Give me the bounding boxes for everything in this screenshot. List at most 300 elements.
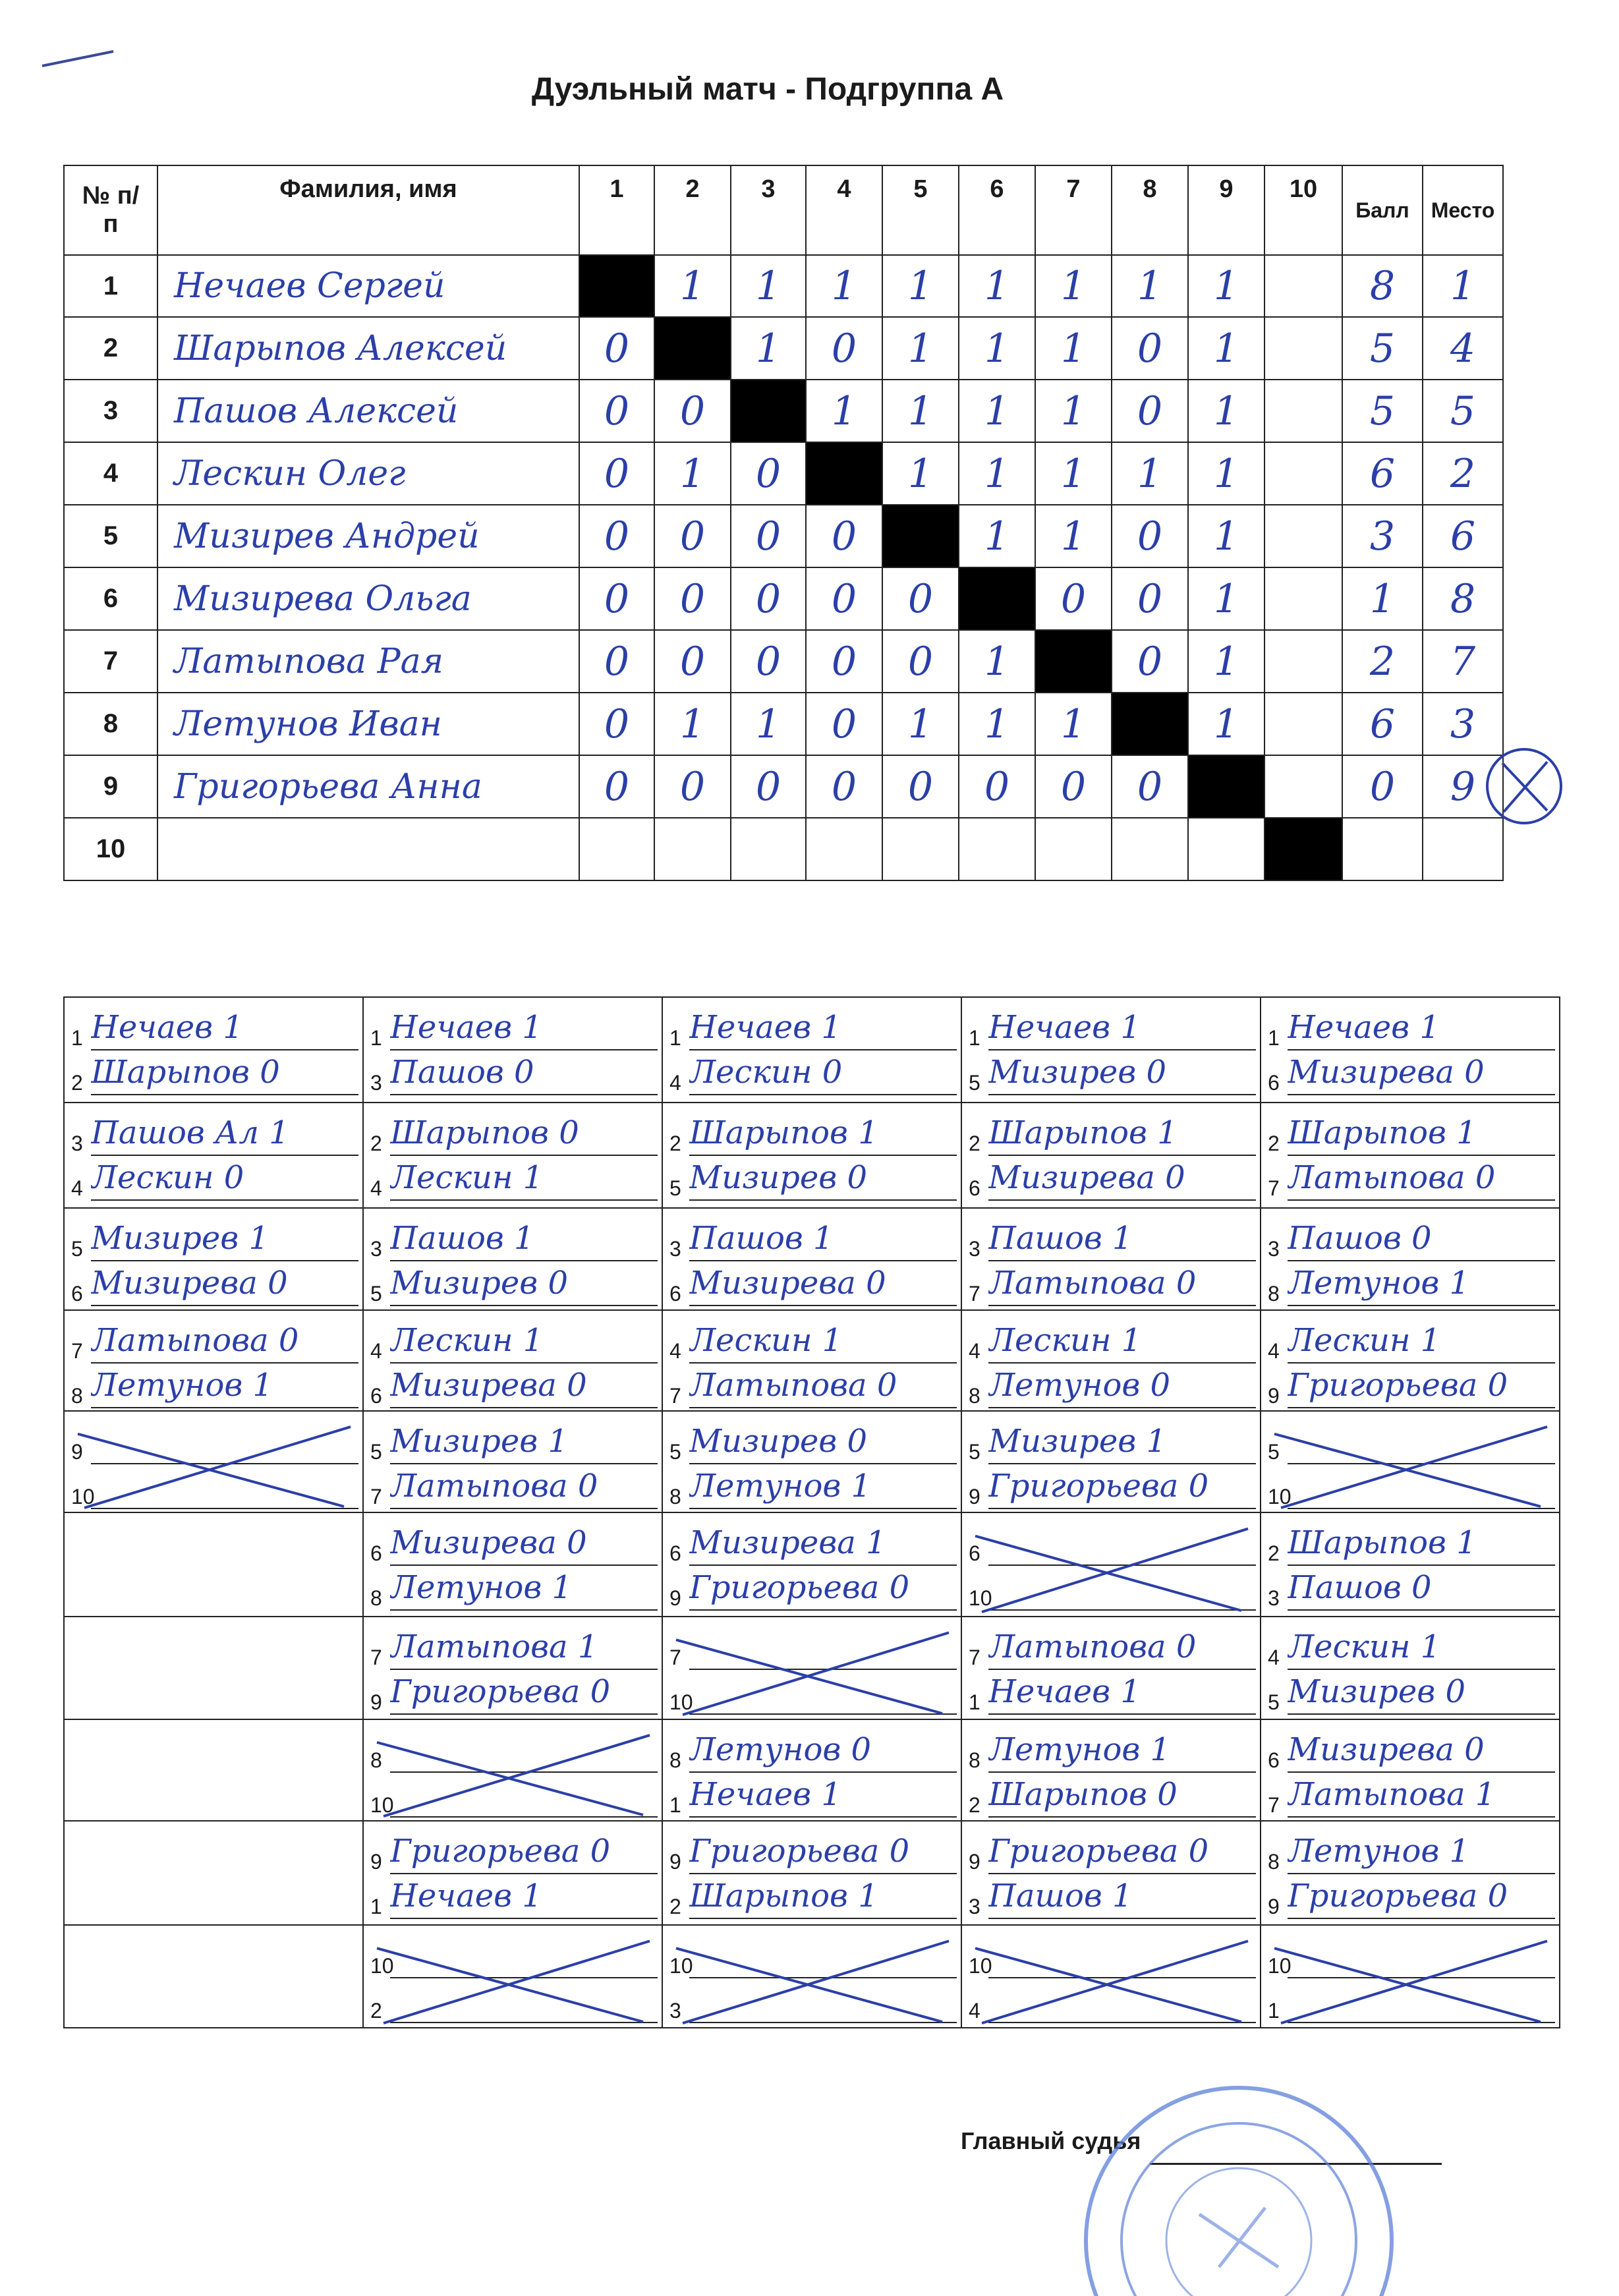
bout-result-cell: 0 xyxy=(1035,567,1112,631)
fencer-result-entry: Мизирев 1 xyxy=(988,1420,1256,1464)
fencer-result-entry: Летунов 0 xyxy=(988,1363,1256,1408)
bout-fencer-line xyxy=(669,1828,957,1874)
bout-cell xyxy=(961,1719,1261,1822)
bout-fencer-line xyxy=(669,1624,957,1670)
fencer-result-entry: Латыпова 1 xyxy=(1288,1773,1555,1818)
bout-fencer-line xyxy=(669,1004,957,1050)
fencer-result-entry: Летунов 1 xyxy=(91,1363,358,1408)
bout-result-cell: 0 xyxy=(654,567,731,631)
bout-result-cell: 1 xyxy=(958,254,1036,318)
header-col-8: 8 xyxy=(1111,165,1189,256)
row-number: 6 xyxy=(63,567,158,631)
place-cell: 9 xyxy=(1422,755,1504,818)
bout-fencer-line xyxy=(1268,1977,1555,2023)
bout-cell xyxy=(362,996,663,1103)
fencer-number: 2 xyxy=(669,1132,681,1155)
participant-name: Нечаев Сергей xyxy=(157,254,580,318)
fencer-number: 8 xyxy=(969,1384,980,1408)
fencer-number: 6 xyxy=(1268,1748,1280,1772)
bout-cell xyxy=(362,1102,663,1209)
row-number: 10 xyxy=(63,817,158,881)
fencer-result-entry: Григорьева 0 xyxy=(1288,1363,1555,1408)
fencer-number: 3 xyxy=(669,1237,681,1261)
bout-fencer-line xyxy=(370,1260,658,1306)
fencer-result-entry: Григорьева 0 xyxy=(988,1464,1256,1509)
fencer-result-entry: Мизирев 1 xyxy=(91,1217,358,1261)
fencer-number: 4 xyxy=(669,1071,681,1095)
row-number: 3 xyxy=(63,379,158,443)
pen-stroke-mark xyxy=(40,46,119,72)
bout-result-cell: 1 xyxy=(1187,567,1265,631)
chief-judge-label: Главный судья xyxy=(961,2127,1141,2154)
fencer-number: 1 xyxy=(370,1026,382,1050)
bout-cell xyxy=(1260,1102,1560,1209)
fencer-number: 3 xyxy=(669,1999,681,2023)
fencer-result-entry: Мизирева 0 xyxy=(1288,1050,1555,1095)
place-cell: 8 xyxy=(1422,567,1504,631)
row-number: 5 xyxy=(63,504,158,568)
bout-result-cell: 1 xyxy=(1187,379,1265,443)
fencer-result-entry: Латыпова 0 xyxy=(988,1625,1256,1670)
official-stamp xyxy=(1067,2043,1410,2296)
fencer-number: 9 xyxy=(969,1485,980,1508)
fencer-result-entry: Мизирев 0 xyxy=(689,1156,957,1201)
place-cell: 7 xyxy=(1422,629,1504,693)
bout-result-cell: 0 xyxy=(579,629,655,693)
diagonal-blocked-cell xyxy=(654,316,731,380)
bout-result-cell xyxy=(1264,692,1343,756)
bout-result-cell: 1 xyxy=(958,692,1036,756)
fencer-number: 3 xyxy=(370,1237,382,1261)
fencer-result-entry: Лескин 1 xyxy=(1288,1625,1555,1670)
bout-fencer-line xyxy=(969,1669,1256,1715)
fencer-result-entry: Григорьева 0 xyxy=(390,1829,658,1874)
fencer-number: 1 xyxy=(1268,1999,1280,2023)
score-cell: 8 xyxy=(1342,254,1423,318)
place-cell: 3 xyxy=(1422,692,1504,756)
bout-cell xyxy=(662,1309,962,1412)
header-col-5: 5 xyxy=(882,165,959,256)
fencer-result-entry xyxy=(689,1978,957,2023)
bout-fencer-line xyxy=(71,1260,358,1306)
bout-fencer-line xyxy=(669,1215,957,1261)
bout-fencer-line xyxy=(370,1873,658,1919)
fencer-result-entry: Пашов Ал 1 xyxy=(91,1111,358,1156)
header-col-10: 10 xyxy=(1264,165,1343,256)
fencer-result-entry: Пашов 1 xyxy=(988,1217,1256,1261)
fencer-number: 3 xyxy=(370,1071,382,1095)
fencer-number: 10 xyxy=(1268,1954,1292,1978)
bout-cell xyxy=(961,1309,1261,1412)
bout-result-cell: 1 xyxy=(730,316,807,380)
bout-cell xyxy=(1260,1512,1560,1617)
bout-cell xyxy=(961,1410,1261,1513)
bout-fencer-line xyxy=(1268,1004,1555,1050)
bout-cell xyxy=(1260,1616,1560,1720)
bout-cell xyxy=(961,1512,1261,1617)
fencer-result-entry xyxy=(390,1728,658,1773)
header-col-7: 7 xyxy=(1035,165,1112,256)
fencer-number: 6 xyxy=(1268,1071,1280,1095)
fencer-number: 7 xyxy=(71,1339,83,1363)
bout-result-cell: 0 xyxy=(579,379,655,443)
bout-cell xyxy=(662,1207,962,1311)
bout-fencer-line xyxy=(969,1564,1256,1611)
bout-fencer-line xyxy=(969,1977,1256,2023)
bout-fencer-line xyxy=(1268,1362,1555,1408)
score-cell: 3 xyxy=(1342,504,1423,568)
fencer-number: 10 xyxy=(370,1793,394,1817)
bout-fencer-line xyxy=(969,1418,1256,1464)
bout-result-cell: 0 xyxy=(1111,629,1189,693)
place-cell: 1 xyxy=(1422,254,1504,318)
bout-result-cell: 1 xyxy=(730,692,807,756)
bout-result-cell xyxy=(805,817,883,881)
bout-result-cell: 0 xyxy=(1111,504,1189,568)
bout-cell xyxy=(63,1410,364,1513)
bout-result-cell: 1 xyxy=(958,629,1036,693)
bout-result-cell xyxy=(1264,316,1343,380)
bout-result-cell: 0 xyxy=(1035,755,1112,818)
bout-cell xyxy=(1260,1309,1560,1412)
fencer-number: 9 xyxy=(370,1850,382,1874)
fencer-number: 4 xyxy=(1268,1646,1280,1669)
fencer-result-entry xyxy=(1288,1464,1555,1509)
bout-result-cell: 0 xyxy=(730,629,807,693)
bout-result-cell: 1 xyxy=(730,254,807,318)
diagonal-blocked-cell xyxy=(882,504,959,568)
fencer-result-entry xyxy=(988,1521,1256,1566)
bout-fencer-line xyxy=(969,1215,1256,1261)
bout-fencer-line xyxy=(969,1317,1256,1363)
bout-result-cell xyxy=(730,817,807,881)
fencer-number: 7 xyxy=(370,1646,382,1669)
bout-result-cell: 0 xyxy=(654,379,731,443)
bout-result-cell: 0 xyxy=(805,504,883,568)
bout-result-cell: 1 xyxy=(1187,442,1265,505)
bout-result-cell: 1 xyxy=(1187,316,1265,380)
fencer-result-entry: Мизирев 0 xyxy=(1288,1670,1555,1715)
bout-cell xyxy=(63,1207,364,1311)
score-cell: 0 xyxy=(1342,755,1423,818)
bout-fencer-line xyxy=(370,1155,658,1201)
fencer-number: 7 xyxy=(370,1485,382,1508)
score-cell xyxy=(1342,817,1423,881)
bout-fencer-line xyxy=(1268,1317,1555,1363)
fencer-result-entry: Летунов 1 xyxy=(1288,1829,1555,1874)
fencer-result-entry xyxy=(689,1670,957,1715)
fencer-result-entry: Григорьева 0 xyxy=(1288,1874,1555,1919)
bout-result-cell: 1 xyxy=(805,254,883,318)
bout-fencer-line xyxy=(370,1977,658,2023)
bout-fencer-line xyxy=(969,1155,1256,1201)
bout-cell xyxy=(961,1207,1261,1311)
bout-fencer-line xyxy=(370,1727,658,1773)
bout-cell xyxy=(63,996,364,1103)
fencer-result-entry: Лескин 1 xyxy=(689,1319,957,1363)
fencer-number: 4 xyxy=(370,1339,382,1363)
bout-cell xyxy=(662,1820,962,1926)
bout-result-cell: 1 xyxy=(1035,442,1112,505)
fencer-number: 5 xyxy=(969,1440,980,1464)
bout-cell xyxy=(362,1719,663,1822)
bout-fencer-line xyxy=(71,1317,358,1363)
bout-cell xyxy=(63,1102,364,1209)
bout-fencer-line xyxy=(969,1463,1256,1509)
fencer-number: 4 xyxy=(370,1176,382,1200)
bout-fencer-line xyxy=(370,1828,658,1874)
bout-result-cell: 1 xyxy=(1035,254,1112,318)
bout-fencer-line xyxy=(1268,1771,1555,1818)
header-num: № п/п xyxy=(63,165,158,256)
bout-fencer-line xyxy=(1268,1624,1555,1670)
fencer-result-entry: Пашов 1 xyxy=(390,1217,658,1261)
bout-result-cell xyxy=(654,817,731,881)
row-number: 7 xyxy=(63,629,158,693)
bout-result-cell: 1 xyxy=(1187,692,1265,756)
fencer-result-entry: Мизирев 0 xyxy=(390,1261,658,1306)
bout-fencer-line xyxy=(969,1362,1256,1408)
fencer-number: 7 xyxy=(669,1646,681,1669)
bout-cell xyxy=(662,1512,962,1617)
bout-fencer-line xyxy=(669,1977,957,2023)
bout-result-cell: 1 xyxy=(958,379,1036,443)
fencer-number: 10 xyxy=(1268,1485,1292,1508)
bout-cell xyxy=(662,1102,962,1209)
fencer-number: 1 xyxy=(669,1793,681,1817)
bout-fencer-line xyxy=(370,1463,658,1509)
fencer-number: 4 xyxy=(71,1176,83,1200)
bout-result-cell: 1 xyxy=(654,442,731,505)
diagonal-blocked-cell xyxy=(1187,755,1265,818)
score-cell: 6 xyxy=(1342,442,1423,505)
place-cell: 6 xyxy=(1422,504,1504,568)
fencer-number: 6 xyxy=(669,1541,681,1565)
fencer-number: 9 xyxy=(969,1850,980,1874)
bout-cell xyxy=(662,1616,962,1720)
fencer-number: 3 xyxy=(969,1895,980,1918)
fencer-number: 7 xyxy=(1268,1793,1280,1817)
fencer-result-entry: Шарыпов 0 xyxy=(390,1111,658,1156)
bout-result-cell: 0 xyxy=(882,629,959,693)
fencer-number: 8 xyxy=(969,1748,980,1772)
fencer-result-entry: Летунов 1 xyxy=(390,1566,658,1611)
fencer-result-entry: Летунов 0 xyxy=(689,1728,957,1773)
fencer-result-entry: Шарыпов 0 xyxy=(91,1050,358,1095)
diagonal-blocked-cell xyxy=(730,379,807,443)
fencer-number: 8 xyxy=(1268,1850,1280,1874)
header-col-1: 1 xyxy=(579,165,655,256)
fencer-result-entry: Латыпова 0 xyxy=(689,1363,957,1408)
bout-result-cell: 0 xyxy=(579,316,655,380)
bout-result-cell: 1 xyxy=(1187,504,1265,568)
participant-name: Мизирев Андрей xyxy=(157,504,580,568)
fencer-number: 6 xyxy=(669,1282,681,1306)
fencer-result-entry: Мизирева 0 xyxy=(988,1156,1256,1201)
bout-cell xyxy=(63,1719,364,1822)
fencer-result-entry: Мизирева 0 xyxy=(390,1363,658,1408)
fencer-number: 7 xyxy=(1268,1176,1280,1200)
bout-fencer-line xyxy=(969,1932,1256,1978)
bout-result-cell: 1 xyxy=(805,379,883,443)
fencer-number: 2 xyxy=(370,1999,382,2023)
fencer-number: 10 xyxy=(969,1586,992,1610)
bout-cell xyxy=(961,1924,1261,2028)
fencer-number: 9 xyxy=(669,1586,681,1610)
fencer-number: 3 xyxy=(1268,1586,1280,1610)
diagonal-blocked-cell xyxy=(958,567,1036,631)
diagonal-blocked-cell xyxy=(805,442,883,505)
fencer-result-entry: Григорьева 0 xyxy=(689,1829,957,1874)
bout-cell xyxy=(63,1924,364,2028)
page-title: Дуэльный матч - Подгруппа А xyxy=(531,72,1004,107)
fencer-result-entry: Мизирева 0 xyxy=(689,1261,957,1306)
fencer-result-entry xyxy=(689,1934,957,1978)
participant-name: Летунов Иван xyxy=(157,692,580,756)
bout-result-cell: 0 xyxy=(1111,379,1189,443)
bout-result-cell: 0 xyxy=(654,755,731,818)
bout-fencer-line xyxy=(71,1362,358,1408)
bout-result-cell: 0 xyxy=(730,567,807,631)
bout-result-cell xyxy=(1035,817,1112,881)
bout-fencer-line xyxy=(370,1215,658,1261)
score-cell: 1 xyxy=(1342,567,1423,631)
bout-cell xyxy=(662,1719,962,1822)
bout-fencer-line xyxy=(71,1418,358,1464)
bout-cell xyxy=(662,996,962,1103)
bout-fencer-line xyxy=(370,1932,658,1978)
fencer-number: 1 xyxy=(669,1026,681,1050)
bout-cell xyxy=(362,1924,663,2028)
fencer-number: 8 xyxy=(669,1748,681,1772)
fencer-number: 5 xyxy=(669,1176,681,1200)
bout-result-cell: 0 xyxy=(730,504,807,568)
bout-fencer-line xyxy=(669,1260,957,1306)
bout-result-cell: 1 xyxy=(882,316,959,380)
fencer-number: 4 xyxy=(969,1999,980,2023)
row-number: 1 xyxy=(63,254,158,318)
header-score: Балл xyxy=(1342,165,1423,256)
bout-fencer-line xyxy=(370,1564,658,1611)
bout-fencer-line xyxy=(370,1110,658,1156)
bout-fencer-line xyxy=(669,1362,957,1408)
score-cell: 5 xyxy=(1342,379,1423,443)
fencer-number: 9 xyxy=(669,1850,681,1874)
bout-cell xyxy=(362,1512,663,1617)
bout-result-cell: 0 xyxy=(579,755,655,818)
fencer-number: 10 xyxy=(669,1954,693,1978)
bout-fencer-line xyxy=(370,1669,658,1715)
bout-result-cell: 0 xyxy=(579,692,655,756)
bout-cell xyxy=(1260,1719,1560,1822)
fencer-number: 2 xyxy=(969,1132,980,1155)
bout-cell xyxy=(961,1820,1261,1926)
bout-fencer-line xyxy=(370,1004,658,1050)
bout-result-cell xyxy=(1264,755,1343,818)
fencer-number: 3 xyxy=(1268,1237,1280,1261)
fencer-number: 1 xyxy=(969,1026,980,1050)
fencer-number: 6 xyxy=(370,1384,382,1408)
bout-result-cell: 1 xyxy=(1035,504,1112,568)
bout-fencer-line xyxy=(71,1463,358,1509)
place-cell: 2 xyxy=(1422,442,1504,505)
row-number: 2 xyxy=(63,316,158,380)
fencer-result-entry: Латыпова 0 xyxy=(390,1464,658,1509)
bout-result-cell: 0 xyxy=(882,755,959,818)
bout-fencer-line xyxy=(969,1624,1256,1670)
fencer-result-entry: Шарыпов 1 xyxy=(1288,1111,1555,1156)
row-number: 8 xyxy=(63,692,158,756)
header-col-2: 2 xyxy=(654,165,731,256)
bout-fencer-line xyxy=(370,1049,658,1095)
fencer-number: 6 xyxy=(71,1282,83,1306)
fencer-result-entry: Латыпова 1 xyxy=(390,1625,658,1670)
fencer-result-entry xyxy=(390,1773,658,1818)
bout-result-cell: 1 xyxy=(1035,692,1112,756)
place-cell: 4 xyxy=(1422,316,1504,380)
fencer-result-entry: Летунов 1 xyxy=(988,1728,1256,1773)
fencer-number: 6 xyxy=(969,1176,980,1200)
bout-cell xyxy=(961,996,1261,1103)
fencer-number: 5 xyxy=(969,1071,980,1095)
bout-fencer-line xyxy=(669,1317,957,1363)
fencer-result-entry xyxy=(988,1978,1256,2023)
fencer-number: 2 xyxy=(969,1793,980,1817)
fencer-result-entry xyxy=(1288,1978,1555,2023)
circled-cross-mark xyxy=(1481,743,1567,829)
bout-cell xyxy=(63,1820,364,1926)
bout-fencer-line xyxy=(71,1155,358,1201)
fencer-result-entry: Нечаев 1 xyxy=(689,1006,957,1050)
bout-cell xyxy=(1260,1410,1560,1513)
fencer-result-entry: Пашов 0 xyxy=(1288,1217,1555,1261)
fencer-number: 10 xyxy=(71,1485,95,1508)
bout-fencer-line xyxy=(1268,1669,1555,1715)
bout-fencer-line xyxy=(969,1260,1256,1306)
fencer-result-entry: Пашов 1 xyxy=(988,1874,1256,1919)
fencer-result-entry: Лескин 0 xyxy=(91,1156,358,1201)
fencer-result-entry xyxy=(390,1978,658,2023)
fencer-number: 2 xyxy=(370,1132,382,1155)
fencer-number: 5 xyxy=(370,1282,382,1306)
fencer-number: 4 xyxy=(969,1339,980,1363)
bout-fencer-line xyxy=(1268,1215,1555,1261)
bout-result-cell xyxy=(882,817,959,881)
fencer-result-entry xyxy=(1288,1420,1555,1464)
fencer-number: 2 xyxy=(1268,1541,1280,1565)
fencer-number: 8 xyxy=(669,1485,681,1508)
bout-cell xyxy=(662,1410,962,1513)
bout-fencer-line xyxy=(370,1520,658,1566)
fencer-result-entry: Мизирев 0 xyxy=(988,1050,1256,1095)
fencer-result-entry xyxy=(988,1934,1256,1978)
bout-result-cell: 0 xyxy=(579,504,655,568)
bout-result-cell xyxy=(958,817,1036,881)
bout-result-cell: 1 xyxy=(1187,629,1265,693)
fencer-result-entry xyxy=(689,1625,957,1670)
bout-fencer-line xyxy=(669,1727,957,1773)
fencer-result-entry: Мизирева 0 xyxy=(390,1521,658,1566)
fencer-number: 8 xyxy=(71,1384,83,1408)
fencer-number: 10 xyxy=(370,1954,394,1978)
fencer-result-entry xyxy=(1288,1934,1555,1978)
fencer-result-entry: Шарыпов 1 xyxy=(1288,1521,1555,1566)
bout-fencer-line xyxy=(1268,1049,1555,1095)
bout-fencer-line xyxy=(969,1727,1256,1773)
bout-fencer-line xyxy=(71,1004,358,1050)
bout-result-cell: 0 xyxy=(730,442,807,505)
diagonal-blocked-cell xyxy=(579,254,655,318)
